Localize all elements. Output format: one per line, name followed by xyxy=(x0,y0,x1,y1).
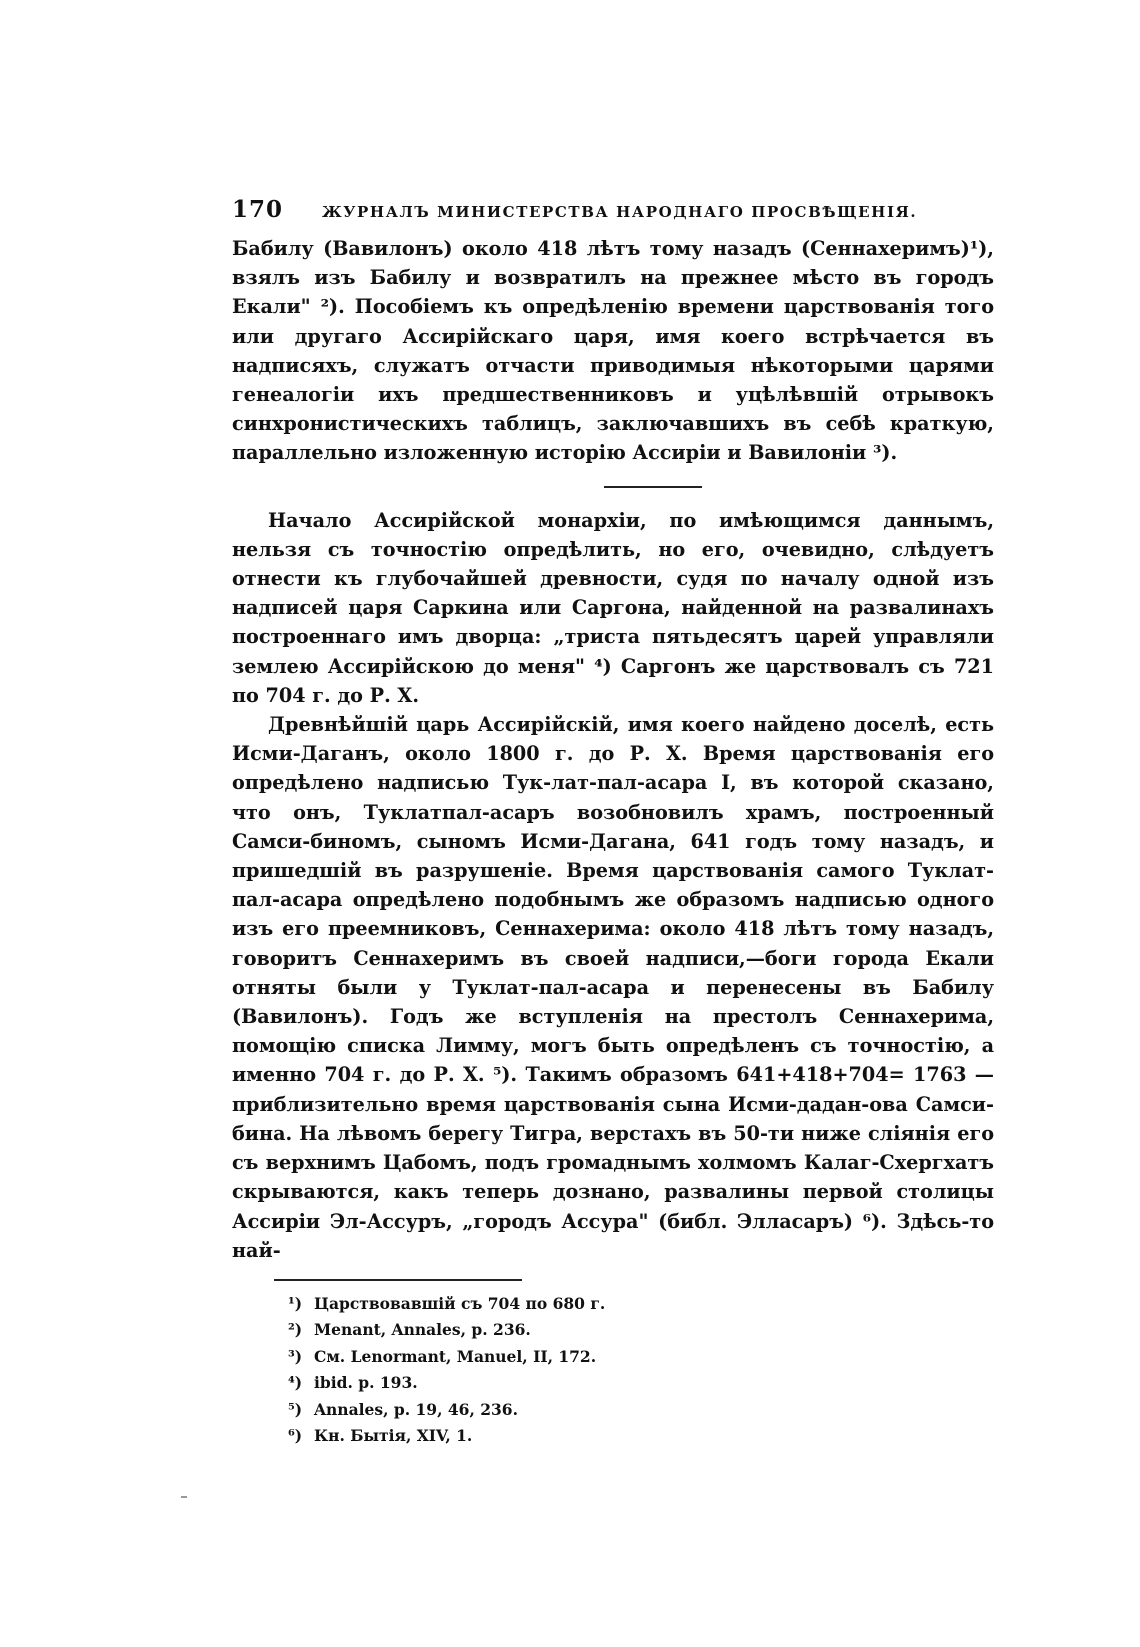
scan-speck xyxy=(181,1496,187,1498)
footnote-text: Annales, p. 19, 46, 236. xyxy=(314,1399,518,1419)
paragraph-oldest-king: Древнѣйшій царь Ассирійскій, имя коего найдено доселѣ, есть Исми-Даганъ, около 1800 г. до Р. Х. Время царствованія его опредѣлено надписью Тук-лат-пал-асара I, въ которой сказано, что онъ, Туклатпал-асаръ возобновилъ храмъ, построенный Самси-биномъ, сыномъ Исми-Дагана, 641 годъ тому назадъ, и пришедшій въ разрушеніе. Время царствованія самого Туклат-пал-асара опредѣлено подобнымъ же образомъ надписью одного изъ его преемниковъ, Сеннахерима: около 418 лѣтъ тому назадъ, говоритъ Сеннахеримъ въ своей надписи,—боги города Екали отняты были у Туклат-пал-асара и перенесены въ Бабилу (Вавилонъ). Годъ же вступленія на престолъ Сеннахерима, помощію списка Лимму, могъ быть опредѣленъ съ точностію, а именно 704 г. до Р. Х. ⁵). Такимъ образомъ 641+418+704= 1763 — приблизительно время царствованія сына Исми-дадан-ова Самси-бина. На лѣвомъ берегу Тигра, верстахъ въ 50-ти ниже сліянія его съ верхнимъ Цабомъ, подъ громаднымъ холмомъ Калаг-Схергхатъ скрываются, какъ теперь дознано, развалины первой столицы Ассиріи Эл-Ассуръ, „городъ Ассура" (библ. Элласаръ) ⁶). Здѣсь-то най- xyxy=(232,713,994,1262)
paragraph-assyrian-monarchy: Начало Ассирійской монархіи, по имѣющимся даннымъ, нельзя съ точностію опредѣлить, но его, очевидно, слѣдуетъ отнести къ глубочайшей древности, судя по началу одной изъ надписей царя Саркина или Саргона, найденной на развалинахъ построеннаго имъ дворца: „триста пятьдесятъ царей управляли землею Ассирійскою до меня" ⁴) Саргонъ же царствовалъ съ 721 по 704 г. до Р. Х. xyxy=(232,508,994,707)
running-title: ЖУРНАЛЪ МИНИСТЕРСТВА НАРОДНАГО ПРОСВѢЩЕНІЯ. xyxy=(322,203,918,221)
footnote-mark: ²) xyxy=(288,1320,303,1340)
footnote-mark: ⁵) xyxy=(288,1399,303,1419)
footnote-5 xyxy=(288,1397,994,1424)
footnote-mark: ⁴) xyxy=(288,1373,303,1393)
page-header xyxy=(232,196,994,234)
footnote-3 xyxy=(288,1344,994,1371)
page-number: 170 xyxy=(232,196,284,223)
footnote-6 xyxy=(288,1423,994,1450)
footnotes xyxy=(288,1291,994,1450)
footnote-mark: ⁶) xyxy=(288,1426,303,1446)
footnote-1 xyxy=(288,1291,994,1318)
footnote-2 xyxy=(288,1317,994,1344)
section-separator xyxy=(604,486,702,488)
footnote-4 xyxy=(288,1370,994,1397)
footnote-text: Menant, Annales, p. 236. xyxy=(314,1320,531,1340)
footnote-text: См. Lenormant, Manuel, II, 172. xyxy=(314,1346,597,1366)
footnote-mark: ³) xyxy=(288,1346,303,1366)
paragraph-continuation: Бабилу (Вавилонъ) около 418 лѣтъ тому назадъ (Сеннахеримъ)¹), взялъ изъ Бабилу и возвратилъ на прежнее мѣсто въ городъ Екали" ²). Пособіемъ къ опредѣленію времени царствованія того или другаго Ассирійскаго царя, имя коего встрѣчается въ надписяхъ, служатъ отчасти приводимыя нѣкоторыми царями генеалогіи ихъ предшественниковъ и уцѣлѣвшій отрывокъ синхронистическихъ таблицъ, заключавшихъ въ себѣ краткую, параллельно изложенную исторію Ассиріи и Вавилоніи ³). xyxy=(232,237,994,465)
footnote-mark: ¹) xyxy=(288,1293,303,1313)
footnote-text: ibid. p. 193. xyxy=(314,1373,418,1393)
footnote-rule xyxy=(274,1279,522,1281)
document-page xyxy=(232,196,994,1450)
footnote-text: Кн. Бытія, XIV, 1. xyxy=(314,1426,473,1446)
footnote-text: Царствовавшій съ 704 по 680 г. xyxy=(314,1293,606,1313)
